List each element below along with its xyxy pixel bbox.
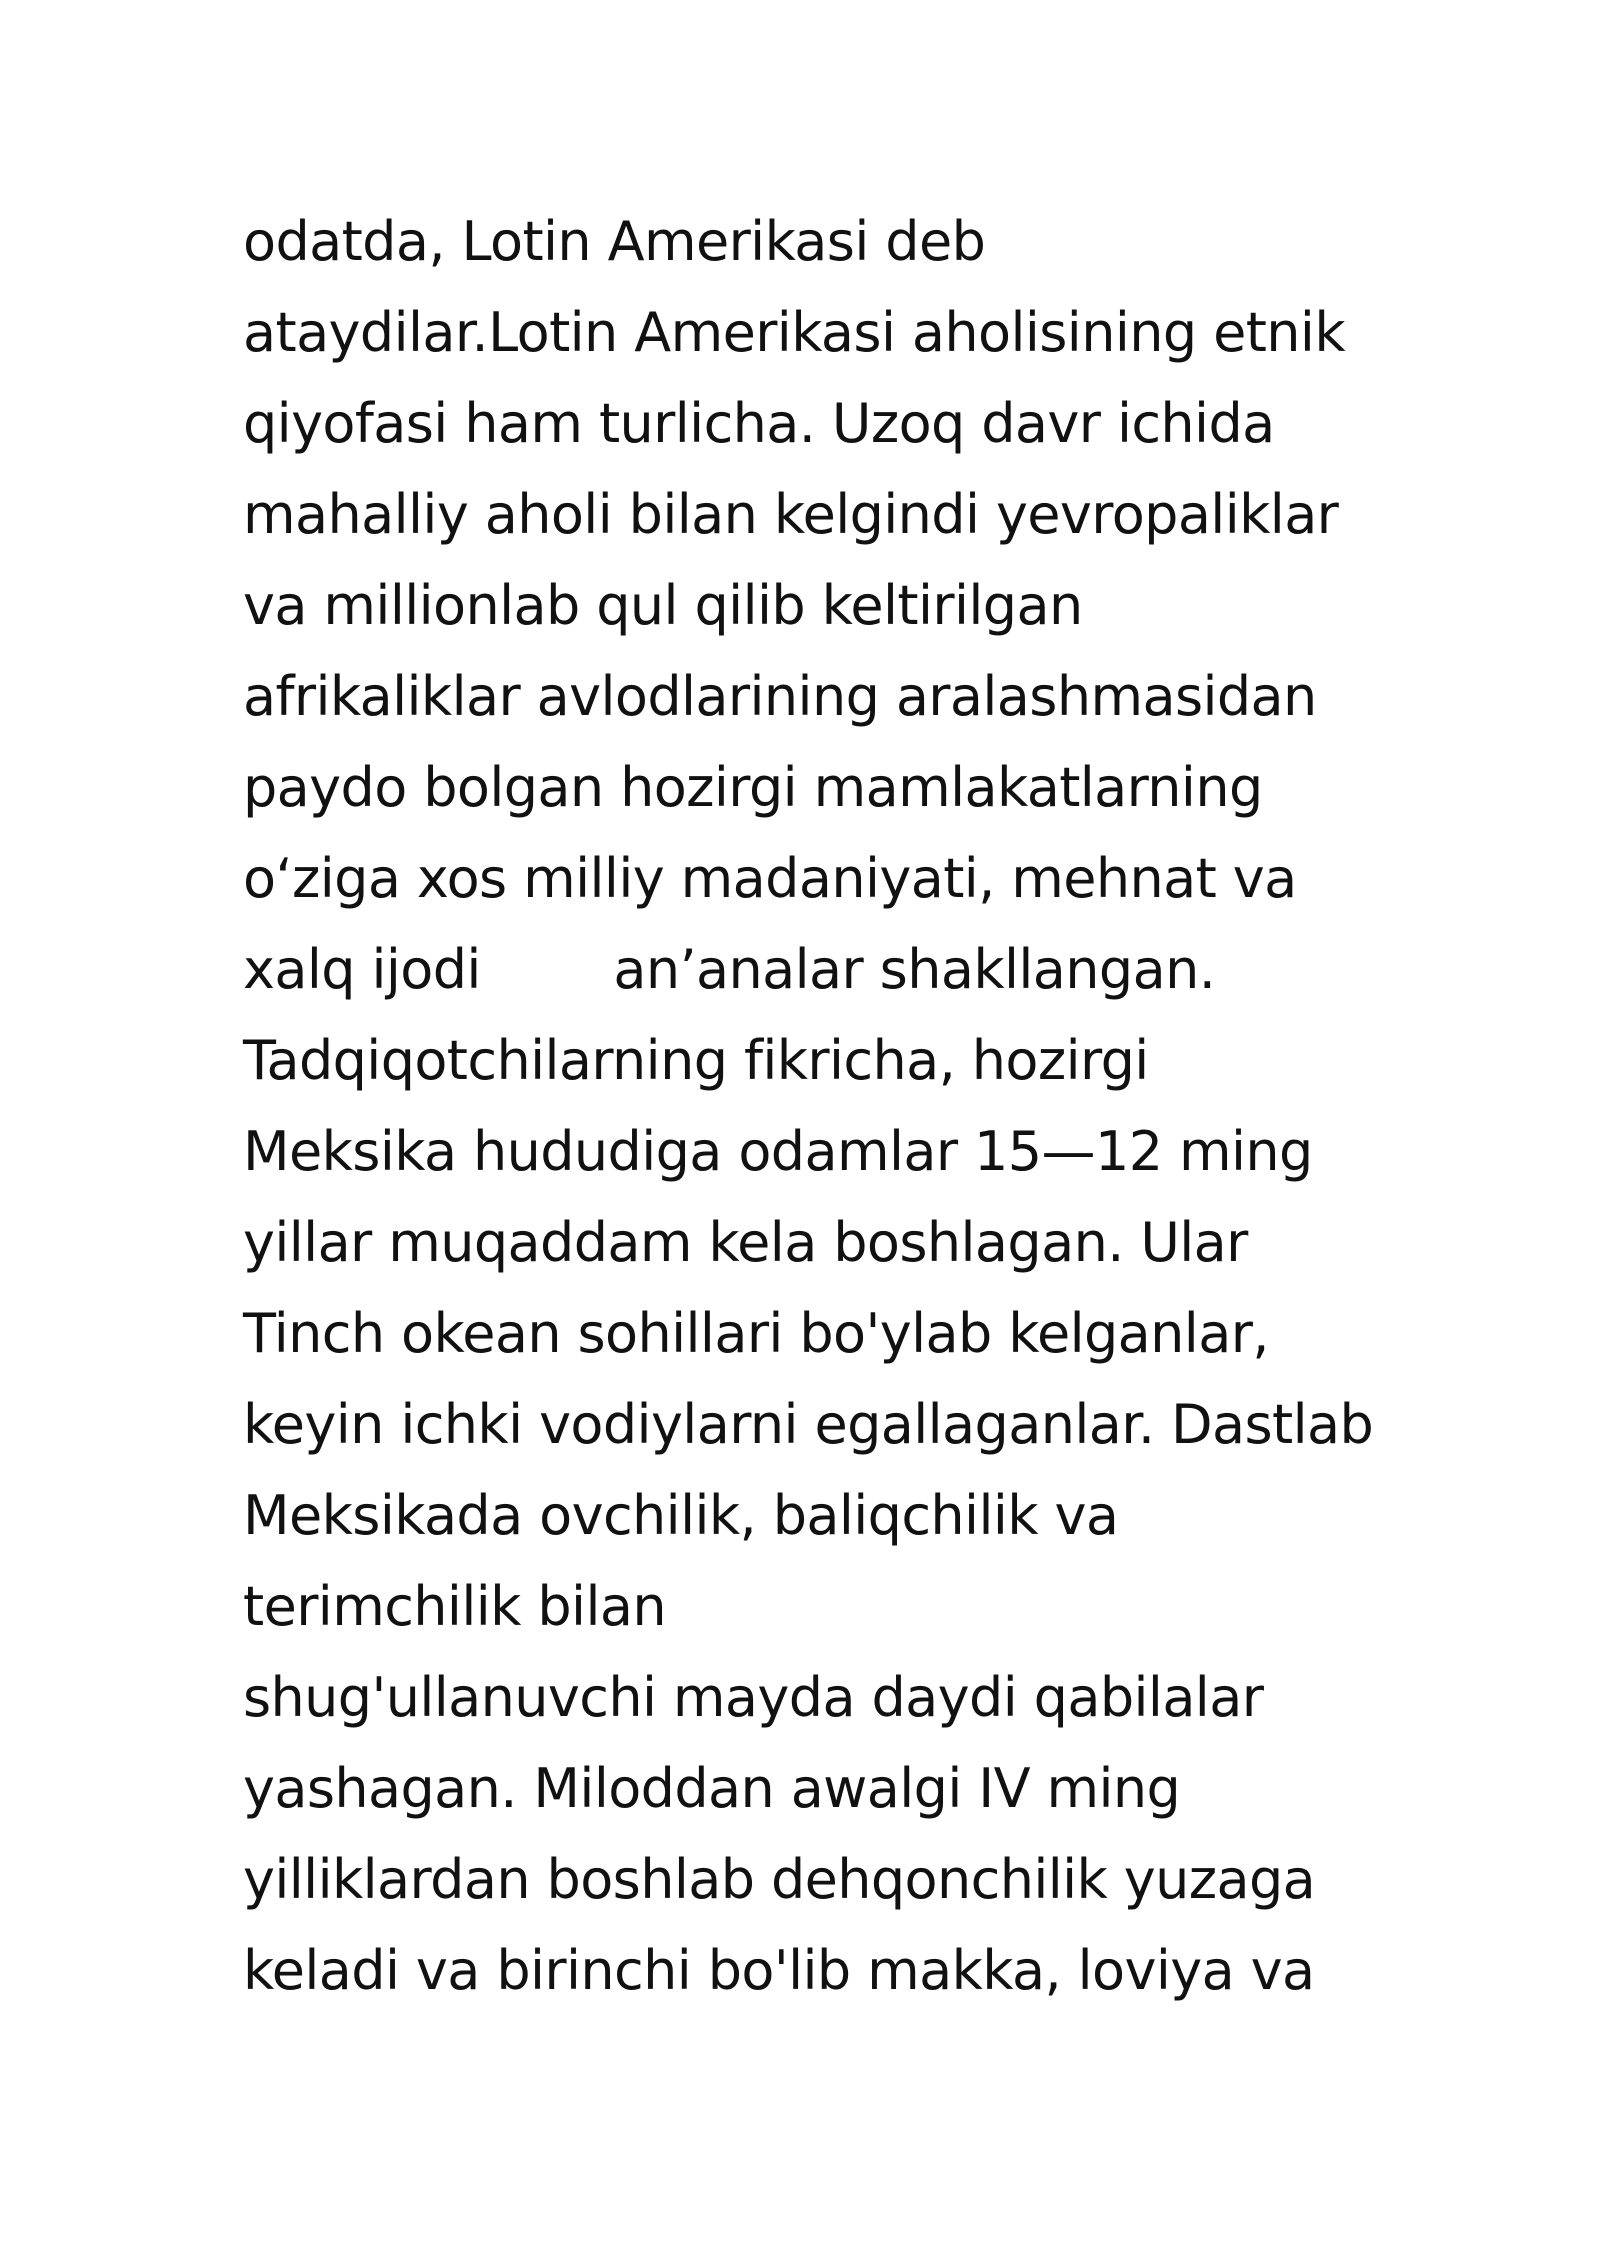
text-line: odatda, Lotin Amerikasi deb <box>243 210 986 273</box>
text-line: qiyofasi ham turlicha. Uzoq davr ichida <box>243 392 1275 455</box>
text-line: paydo bolgan hozirgi mamlakatlarning <box>243 756 1263 819</box>
text-line: keladi va birinchi bo'lib makka, loviya va <box>243 1939 1315 2002</box>
text-line: Meksikada ovchilik, baliqchilik va <box>243 1484 1119 1547</box>
text-line: mahalliy aholi bilan kelgindi yevropaliklar <box>243 483 1339 546</box>
text-line: yillar muqaddam kela boshlagan. Ular <box>243 1211 1248 1274</box>
text-line: keyin ichki vodiylarni egallaganlar. Dastlab <box>243 1393 1374 1456</box>
body-text <box>243 196 1443 2016</box>
text-line: ataydilar.Lotin Amerikasi aholisining etnik <box>243 301 1346 364</box>
text-line: shug'ullanuvchi mayda daydi qabilalar <box>243 1666 1264 1729</box>
text-line: yilliklardan boshlab dehqonchilik yuzaga <box>243 1848 1316 1911</box>
text-line: Meksika hududiga odamlar 15—12 ming <box>243 1120 1313 1183</box>
text-line: Tinch okean sohillari bo'ylab kelganlar, <box>243 1302 1269 1365</box>
text-line: afrikaliklar avlodlarining aralashmasidan <box>243 665 1317 728</box>
text-line: va millionlab qul qilib keltirilgan <box>243 574 1083 637</box>
text-line: Tadqiqotchilarning fikricha, hozirgi <box>243 1029 1149 1092</box>
text-line: xalq ijodi an’analar shakllangan. <box>243 938 1216 1001</box>
text-line: yashagan. Miloddan awalgi IV ming <box>243 1757 1181 1820</box>
text-line: terimchilik bilan <box>243 1575 666 1638</box>
text-line: o‘ziga xos milliy madaniyati, mehnat va <box>243 847 1297 910</box>
